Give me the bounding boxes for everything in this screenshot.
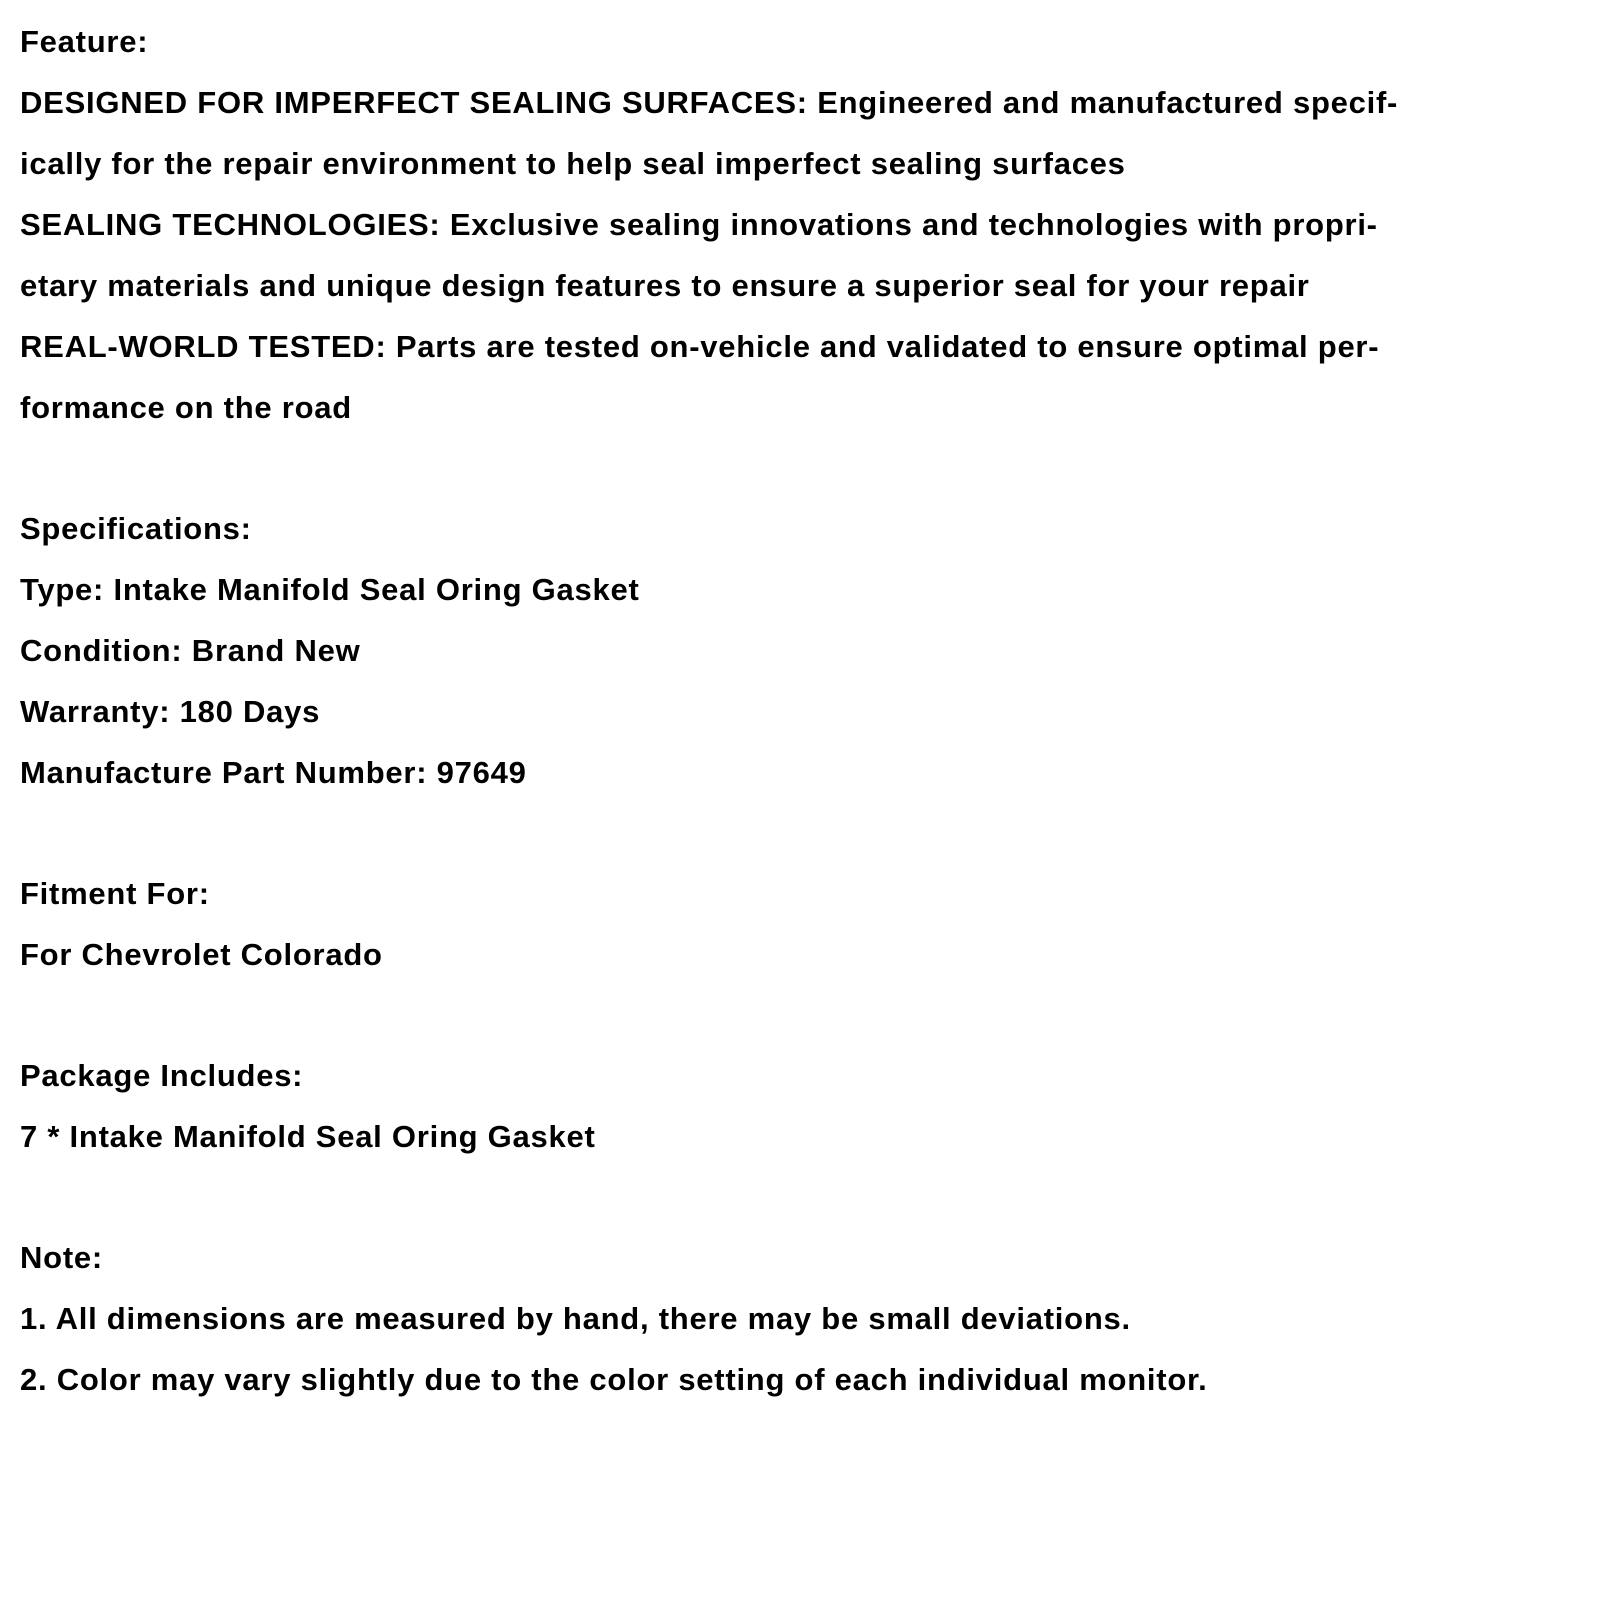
spec-warranty: Warranty: 180 Days — [20, 694, 321, 729]
feature-heading: Feature: — [20, 24, 149, 59]
package-line: 7 * Intake Manifold Seal Oring Gasket — [20, 1119, 596, 1154]
note-line: 1. All dimensions are measured by hand, there may be small deviations. — [20, 1301, 1131, 1336]
package-heading: Package Includes: — [20, 1058, 304, 1093]
feature-line: REAL-WORLD TESTED: Parts are tested on-vehicle and validated to ensure optimal per- — [20, 329, 1380, 364]
fitment-line: For Chevrolet Colorado — [20, 937, 383, 972]
note-heading: Note: — [20, 1240, 103, 1275]
feature-line: DESIGNED FOR IMPERFECT SEALING SURFACES: Engineered and manufactured specif- — [20, 85, 1399, 120]
feature-line: etary materials and unique design features to ensure a superior seal for your repair — [20, 268, 1310, 303]
specifications-heading: Specifications: — [20, 511, 252, 546]
spec-condition: Condition: Brand New — [20, 633, 361, 668]
note-line: 2. Color may vary slightly due to the color setting of each individual monitor. — [20, 1362, 1208, 1397]
fitment-heading: Fitment For: — [20, 876, 210, 911]
spec-part-number: Manufacture Part Number: 97649 — [20, 755, 527, 790]
feature-line: SEALING TECHNOLOGIES: Exclusive sealing innovations and technologies with propri- — [20, 207, 1378, 242]
feature-line: formance on the road — [20, 390, 352, 425]
spec-type: Type: Intake Manifold Seal Oring Gasket — [20, 572, 640, 607]
feature-line: ically for the repair environment to help seal imperfect sealing surfaces — [20, 146, 1126, 181]
